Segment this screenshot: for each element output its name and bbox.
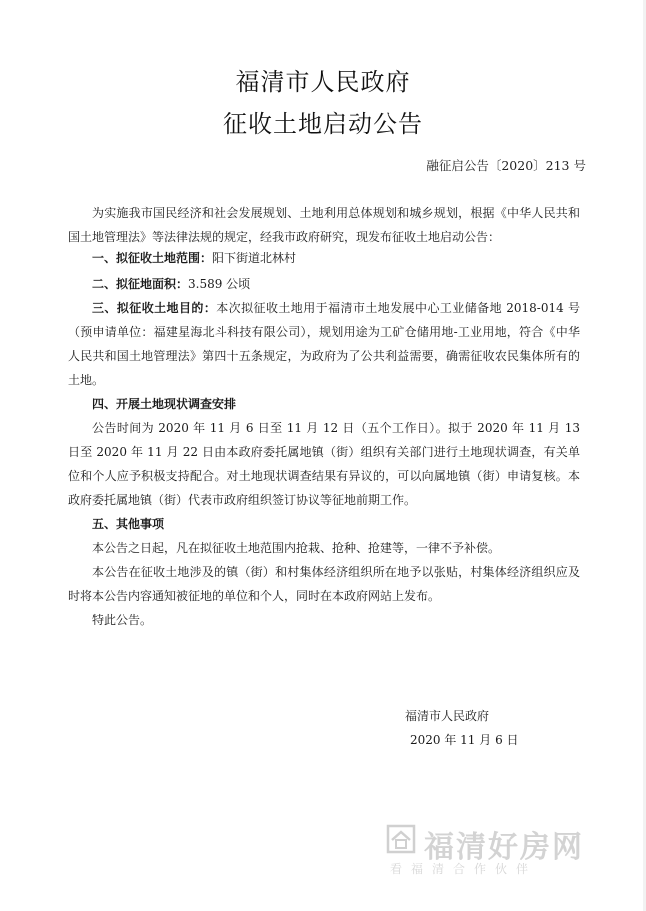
signature: 福清市人民政府 (405, 709, 490, 723)
document-number: 融征启公告〔2020〕213 号 (426, 158, 586, 173)
document-title-line2: 征收土地启动公告 (223, 110, 423, 138)
item5-text1: 本公告之日起，凡在拟征收土地范围内抢栽、抢种、抢建等，一律不予补偿。 (92, 541, 501, 555)
closing-text: 特此公告。 (92, 613, 153, 627)
item1-heading: 一、拟征收土地范围： (92, 251, 213, 265)
date: 2020 年 11 月 6 日 (410, 733, 519, 747)
item1-text: 阳下街道北林村 (212, 251, 297, 265)
watermark (378, 822, 628, 882)
watermark-sub-text: 看福清合作伙伴 (390, 862, 538, 876)
item3-heading: 三、拟征收土地目的： (92, 301, 217, 315)
document-title-line1: 福清市人民政府 (235, 68, 411, 96)
item1-paragraph (68, 246, 580, 270)
item2-heading: 二、拟征地面积： (92, 277, 189, 291)
item2-text: 3.589 公顷 (188, 277, 251, 291)
item4-text: 公告时间为 2020 年 11 月 6 日至 11 月 12 日（五个工作日）。拟于 2020 年 11 月 13 日至 2020 年 11 月 22 日由本政府委托属地镇（街）组织有关部门进行土地现状调查，有关单位和个人应予积极支持配合。对土地现状调查结果有异议的，可以向属地镇（街）申请复核。本政府委托属地镇（街）代表市政府组织签订协议等征地前期工作。 (68, 421, 580, 507)
item5-text2: 本公告在征收土地涉及的镇（街）和村集体经济组织所在地予以张贴，村集体经济组织应及时将本公告内容通知被征地的单位和个人，同时在本政府网站上发布。 (68, 565, 580, 603)
intro-paragraph: 为实施我市国民经济和社会发展规划、土地利用总体规划和城乡规划，根据《中华人民共和国土地管理法》等法律法规的规定，经我市政府研究，现发布征收土地启动公告： (68, 206, 580, 244)
item3-text: 本次拟征收土地用于福清市土地发展中心工业储备地 2018-014 号（预申请单位：福建星海北斗科技有限公司），规划用途为工矿仓储用地-工业用地，符合《中华人民共和国土地管理法》第四十五条规定，为政府为了公共利益需要，确需征收农民集体所有的土地。 (68, 301, 580, 387)
item2-paragraph (68, 272, 580, 296)
item4-heading: 四、开展土地现状调查安排 (92, 397, 237, 411)
house-logo-icon (386, 824, 416, 854)
item3-paragraph (68, 296, 580, 392)
watermark-main-text: 福清好房网 (424, 830, 584, 865)
item5-heading: 五、其他事项 (92, 517, 165, 531)
